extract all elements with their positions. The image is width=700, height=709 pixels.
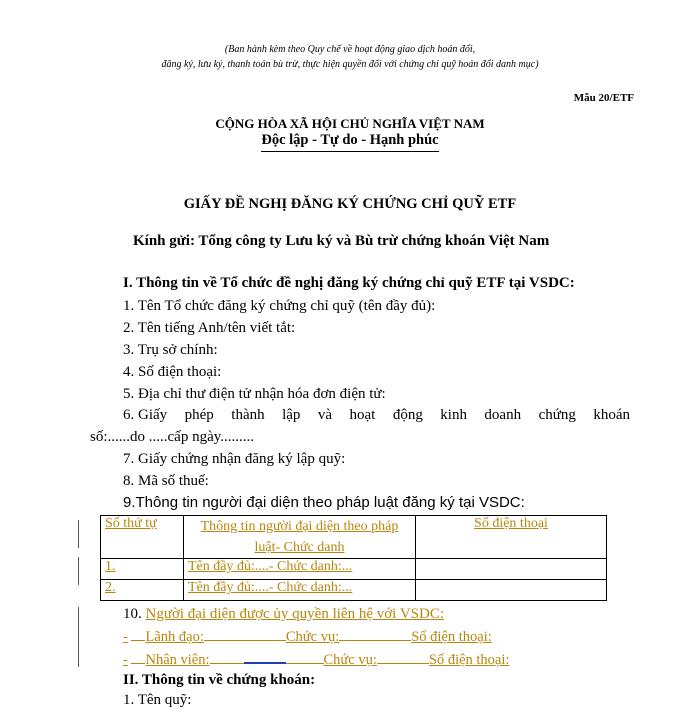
regulation-note-line2: đăng ký, lưu ký, thanh toán bù trừ, thực hiện quyền đối với chứng chỉ quỹ hoán đổi danh mục)	[161, 59, 539, 70]
section2-heading: II. Thông tin về chứng khoán:	[123, 672, 316, 688]
row-no: 2.	[101, 580, 184, 601]
staff-phone: Số điện thoại:	[428, 652, 510, 668]
motto	[0, 132, 700, 149]
item-6-word: doanh	[484, 407, 522, 423]
item-10	[123, 606, 444, 623]
item-9: 9.Thông tin người đại diện theo pháp luật đăng ký tại VSDC:	[123, 494, 525, 511]
leader-line	[123, 628, 492, 646]
staff-dash: -	[123, 652, 128, 668]
staff-label: Nhân viên:	[145, 652, 210, 668]
item-4: 4. Số điện thoại:	[123, 364, 222, 380]
item-6-word: chứng	[538, 407, 576, 423]
item-6-word: động	[392, 407, 423, 423]
revision-bar	[78, 520, 79, 548]
item-10-label: 10.	[123, 606, 142, 622]
item-2: 2. Tên tiếng Anh/tên viết tắt:	[123, 320, 296, 336]
item-8: 8. Mã số thuế:	[123, 473, 209, 489]
item-1: 1. Tên Tổ chức đăng ký chứng chỉ quỹ (tên đầy đủ):	[123, 298, 436, 314]
row-info: Tên đầy đủ:....- Chức danh:...	[184, 580, 416, 601]
item-5: 5. Địa chỉ thư điện tử nhận hóa đơn điện tử:	[123, 386, 386, 402]
leader-phone: Số điện thoại:	[411, 629, 492, 645]
table-row	[101, 580, 607, 601]
item-7: 7. Giấy chứng nhận đăng ký lập quỹ:	[123, 451, 346, 467]
regulation-note-line1: (Ban hành kèm theo Quy chế về hoạt động giao dịch hoán đổi,	[224, 44, 476, 55]
item-6-word: thành	[231, 407, 265, 423]
leader-dash: -	[123, 629, 128, 645]
item-6-word: khoán	[593, 407, 630, 423]
document-title: GIẤY ĐỀ NGHỊ ĐĂNG KÝ CHỨNG CHỈ QUỸ ETF	[183, 196, 517, 212]
republic-heading: CỘNG HÒA XÃ HỘI CHỦ NGHĨA VIỆT NAM	[215, 116, 485, 131]
motto-text: Độc lập - Tự do - Hạnh phúc	[261, 132, 438, 152]
row-phone	[416, 580, 607, 601]
table-header-row	[101, 516, 607, 559]
section1-heading: I. Thông tin về Tổ chức đề nghị đăng ký chứng chỉ quỹ ETF tại VSDC:	[123, 275, 575, 291]
header-phone: Số điện thoại	[416, 516, 607, 559]
item-6-word: phép	[184, 407, 214, 423]
staff-line	[123, 650, 509, 669]
row-no: 1.	[101, 559, 184, 580]
leader-label: Lãnh đạo:	[145, 629, 204, 645]
item-6-word: và	[317, 407, 333, 423]
item-10-text: Người đại diện được ủy quyền liên hệ với VSDC:	[145, 606, 444, 622]
item-6-word: kinh	[440, 407, 467, 423]
section2-item-1: 1. Tên quỹ:	[123, 692, 192, 708]
revision-bar	[78, 557, 79, 585]
form-code: Mẫu 20/ETF	[573, 92, 634, 104]
item-6-word: lập	[282, 407, 301, 423]
leader-position: Chức vụ:	[285, 629, 340, 645]
item-6-line1	[123, 407, 630, 424]
blue-mark	[244, 650, 286, 664]
addressee: Kính gửi: Tổng công ty Lưu ký và Bù trừ chứng khoán Việt Nam	[133, 233, 550, 249]
revision-bar	[78, 607, 79, 667]
item-6-line2: số:......do .....cấp ngày.........	[90, 429, 255, 445]
header-no: Số thứ tự	[101, 516, 184, 559]
header-info: Thông tin người đại diện theo pháp luật- Chức danh	[184, 516, 416, 559]
legal-representative-table	[100, 515, 607, 601]
item-6-word: hoạt	[349, 407, 376, 423]
item-6-word: 6. Giấy	[123, 407, 168, 423]
row-phone	[416, 559, 607, 580]
row-info: Tên đầy đủ:....- Chức danh:...	[184, 559, 416, 580]
item-3: 3. Trụ sở chính:	[123, 342, 218, 358]
table-row	[101, 559, 607, 580]
staff-position: Chức vụ:	[323, 652, 377, 668]
